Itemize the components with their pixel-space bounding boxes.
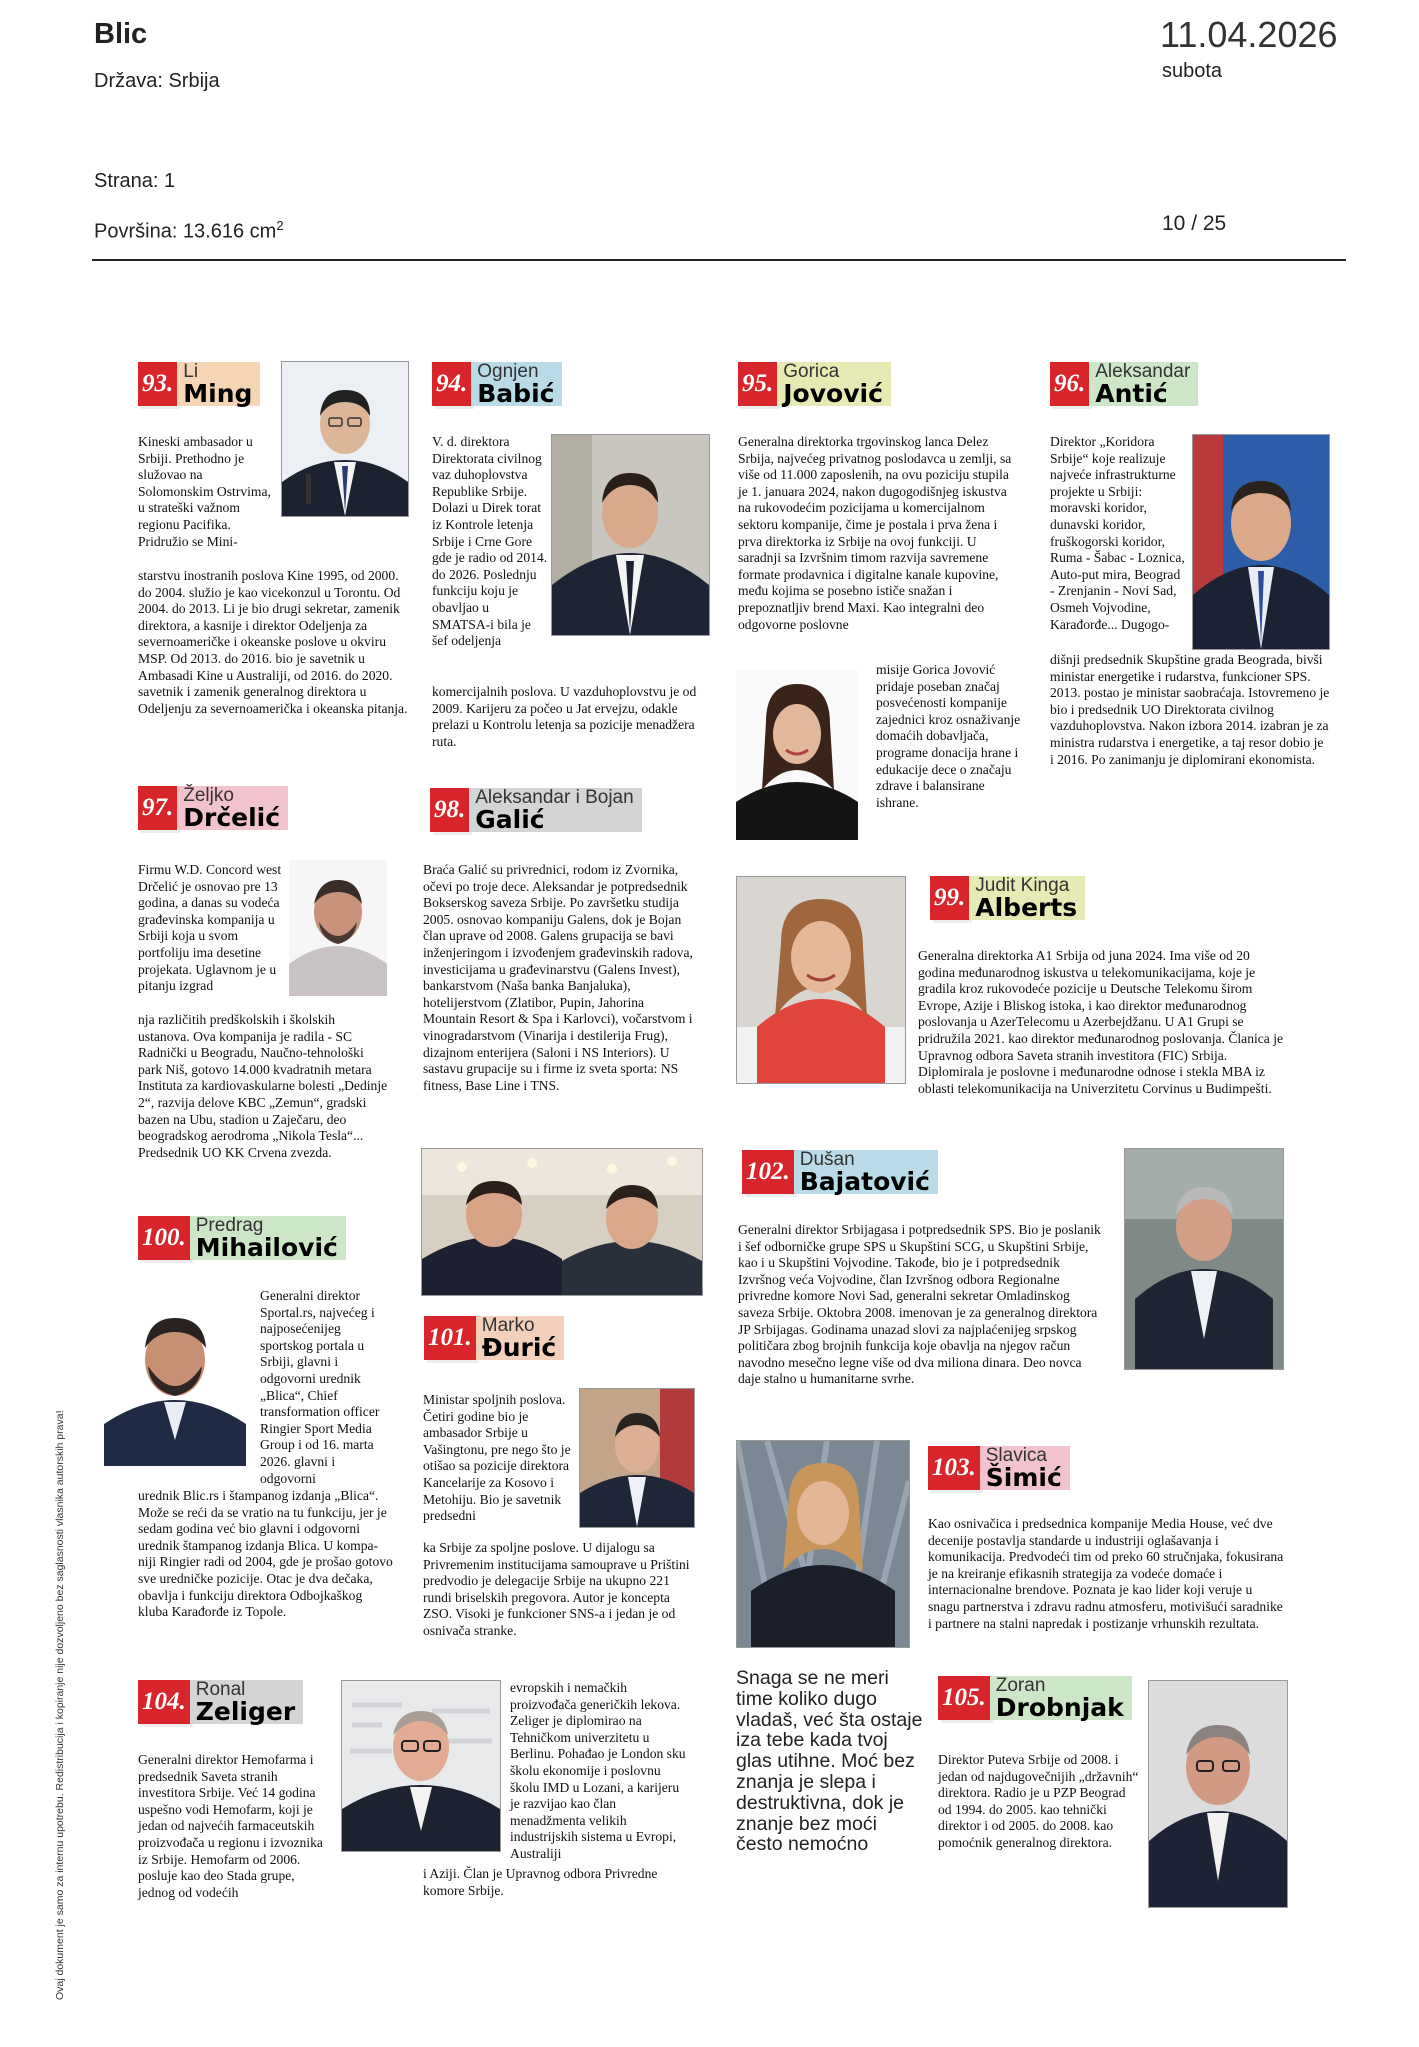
last-name: Šimić	[985, 1463, 1062, 1492]
last-name: Ming	[183, 379, 253, 408]
profile-104-heading	[138, 1680, 303, 1724]
last-name: Drobnjak	[995, 1693, 1124, 1722]
area-unit-exponent: 2	[276, 218, 284, 233]
profile-98-text: Braća Galić su privrednici, rodom iz Zvornika, očevi po troje dece. Aleksandar je potpredsednik Bokserskog saveza Srbije. Po završetku studija 2005. osnovao kompaniju Galens, dok je Bojan član uprave od 2008. Galens grupacija se bavi inženjeringom i izvođenjem građevinskih radova, investicijama u građevinarstvu (Galens Invest), bankarstvom (Naša banka Banjaluka), hotelijerstvom (Zlatibor, Pupin, Jahorina Mountain Resort & Spa i Karlovci), vočarstvom i vinogradarstvom (Vinarija i destilerija Frug), dizajnom enterijera (Saloni i NS Interiors). U sastavu grupacije su i firme iz sveta sporta: NS fitness, Base Line i TNS.	[423, 862, 693, 1093]
name-box	[190, 1680, 303, 1724]
profile-95-heading	[738, 362, 891, 406]
page-label: Strana: 1	[94, 170, 176, 192]
rank-badge: 100.	[138, 1216, 190, 1260]
profile-100-heading	[138, 1216, 346, 1260]
rank-badge: 96.	[1050, 362, 1089, 406]
profile-94-text-intro: V. d. direktora Direktorata civilnog vaz duhoplovstva Republike Srbije. Dolazi u Direk torat iz Kontrole letenja Srbije i Crne Gore gde je radio od 2014. do 2026. Poslednju funkciju koju je obavljao u SMATSA-i bila je šef odeljenja	[432, 434, 548, 649]
last-name: Zeliger	[195, 1697, 296, 1726]
first-name: Gorica	[783, 361, 840, 382]
name-box	[969, 876, 1085, 920]
rank-badge: 102.	[742, 1150, 794, 1194]
rank-badge: 94.	[432, 362, 471, 406]
profile-103-text: Kao osnivačica i predsednica kompanije Media House, već dve decenije postavlja standarde u industriji oglašavanja i komunikacija. Predvodeći tim od preko 60 stručnjaka, fokusirana je na kreiranje efikasnih strategija za vodeće domaće i internacionalne brendove. Poznata je kao lider koji veruje u snagu partnerstva i zdravu radnu atmosferu, motivišući saradnike i partnere na stalni napredak i postizanje vrhunskih rezultata.	[928, 1516, 1284, 1631]
first-name: Aleksandar i Bojan	[475, 787, 634, 808]
name-box	[980, 1446, 1070, 1490]
first-name: Željko	[183, 785, 234, 806]
profile-104-text-intro: Generalni direktor Hemofarma i predsednik Saveta stranih investitora Srbije. Već 14 godina uspešno vodi Hemofarm, koji je jedan od najvećih farmaceutskih proizvođača u regionu i izvoznika iz Srbije. Hemofarm od 2006. posluje kao deo Stada grupe, jednog od vodećih	[138, 1752, 323, 1900]
profile-101-text-intro: Ministar spoljnih poslova. Četiri godine bio je ambasador Srbije u Vašingtonu, pre nego što je otišao sa pozicije direktora Kancelarije za Kosovo i Metohiju. Bio je savetnik predsedni	[423, 1392, 571, 1524]
issue-day: subota	[1162, 60, 1223, 82]
rank-badge: 99.	[930, 876, 969, 920]
portrait-dusan-bajatovic	[1124, 1148, 1284, 1370]
profile-99-text: Generalna direktorka A1 Srbija od juna 2024. Ima više od 20 godina međunarodnog iskustva u telekomunikacijama, koje je gradila kroz rukovodeće pozicije u Deutsche Telekomu širom Evrope, Azije i Bliskog istoka, i kao direktor međunarodnog poslovanja u AzerTelecomu u Azerbejdžanu. U A1 Grupi se pridružila 2021. kao direktor međunarodnog poslovanja. Članica je Upravnog odbora Saveta stranih investitora (FIC) Srbija. Diplomirala je poslovne i međunarodne odnose i stekla MBA iz oblasti telekomunikacija na Univerzitetu Corvinus u Budimpešti.	[918, 948, 1284, 1096]
name-box	[177, 786, 288, 830]
name-box	[190, 1216, 346, 1260]
first-name: Slavica	[985, 1445, 1047, 1466]
rank-badge: 98.	[430, 788, 469, 832]
name-box	[1089, 362, 1198, 406]
profile-97-heading	[138, 786, 288, 830]
profile-103-heading	[928, 1446, 1070, 1490]
portrait-aleksandar-antic	[1192, 434, 1330, 650]
rank-badge: 101.	[424, 1316, 476, 1360]
profile-101-heading	[424, 1316, 564, 1360]
first-name: Zoran	[995, 1675, 1046, 1696]
area-label	[94, 218, 284, 244]
first-name: Ronal	[195, 1679, 246, 1700]
profile-95-text: Generalna direktorka trgovinskog lanca Delez Srbija, najvećeg privatnog poslodavca u zemlji, sa više od 11.000 zaposlenih, na ovu poziciju stupila je 1. januara 2024, nakon dugogodišnjeg iskustva na rukovodećim pozicijama u komercijalnom sektoru kompanije, čime je postala i prva žena i prva direktorka iz Srbije na ovoj funkciji. U saradnji sa Izvršnim timom razvija savremene formate prodavnica i digitalne kanale kupovine, među kojima se posebno ističe snažan i prepoznatljiv brend Maxi. Kao integralni deo odgovorne poslovne	[738, 434, 1012, 632]
first-name: Aleksandar	[1095, 361, 1191, 382]
profile-94-heading	[432, 362, 562, 406]
first-name: Judit Kinga	[975, 875, 1070, 896]
first-name: Predrag	[195, 1215, 264, 1236]
area-value: Površina: 13.616 cm	[94, 220, 277, 243]
profile-93-text: starstvu inostranih poslova Kine 1995, od 2000. do 2004. služio je kao vicekonzul u Torontu. Od 2004. do 2013. Li je bio drugi sekretar, zamenik direktora, a kasnije i direktor Odeljenja za severnoameričke i okeanske poslove u okviru MSP. Od 2013. do 2016. bio je savetnik u Ambasadi Kine u Australiji, od 2016. do 2020. savetnik i zamenik generalnog direktora u Odeljenju za severnoamerička i okeanska pitanja.	[138, 568, 408, 716]
header-divider	[92, 259, 1346, 261]
profile-94-text: komercijalnih poslova. U vazduhoplovstvu je od 2009. Karijeru za počeo u Jat ervejzu, odakle prelazi u Kontrolu letenja sa pozicije menadžera ruta.	[432, 684, 697, 749]
portrait-gorica-jovovic	[736, 670, 858, 840]
profile-105-text: Direktor Puteva Srbije od 2008. i jedan od najdugovečnijih „državnih“ direktora. Radio je u PZP Beograd od 1994. do 2005. kao tehnički direktor i od 2005. do 2008. kao pomoćnik generalnog direktora.	[938, 1752, 1139, 1850]
rank-badge: 104.	[138, 1680, 190, 1724]
portrait-slavica-simic	[736, 1440, 910, 1648]
last-name: Babić	[477, 379, 555, 408]
publication-name: Blic	[94, 18, 148, 50]
profile-100-text: urednik Blic.rs i štampanog izdanja „Blica“. Može se reći da se vratio na tu funkciju, jer je sedam godina već bio glavni i odgovorni urednik štampanog izdanja Blica. U kompa-niji Ringier radi od 2004, gde je prošao gotovo sve uredničke pozicije. Otac je dva dečaka, obavlja i funkciju direktora Odbojkaškog kluba Karađorđe iz Topole.	[138, 1488, 393, 1620]
name-box	[794, 1150, 938, 1194]
last-name: Alberts	[975, 893, 1078, 922]
profile-104-text-end: i Aziji. Član je Upravnog odbora Privredne komore Srbije.	[423, 1866, 658, 1898]
portrait-judit-kinga-alberts	[736, 876, 906, 1084]
country-label: Država: Srbija	[94, 70, 220, 92]
name-box	[469, 788, 641, 832]
profile-98-heading	[430, 788, 642, 832]
side-copyright-notice: Ovaj dokument je samo za internu upotrebu. Redistribucija i kopiranje nije dozvoljeno bez saglasnosti vlasnika autorskih prava!	[54, 1410, 66, 2000]
profile-104-text: evropskih i nemačkih proizvođača generičkih lekova. Zeliger je diplomirao na Tehničkom univerzitetu u Berlinu. Pohađao je London sku školu ekonomije i poslovnu školu IMD u Lozani, a karijeru je razvijao kao član menadžmenta velikih industrijskih sistema u Evropi, Australiji	[510, 1680, 686, 1861]
name-box	[471, 362, 562, 406]
photo-aleksandar-bojan-galic	[421, 1148, 703, 1296]
first-name: Marko	[481, 1315, 535, 1336]
first-name: Li	[183, 361, 199, 382]
rank-badge: 93.	[138, 362, 177, 406]
portrait-zoran-drobnjak	[1148, 1680, 1288, 1908]
portrait-li-ming	[281, 361, 409, 517]
portrait-ognjen-babic	[551, 434, 710, 636]
profile-101-text: ka Srbije za spoljne poslove. U dijalogu sa Privremenim institucijama samouprave u Prištini predvodio je delegacije Srbije na ukupno 221 rundi briselskih pregovora. Autor je koncepta ZSO. Visoki je funkcioner SNS-a i jedan je od osnivača stranke.	[423, 1540, 690, 1638]
profile-97-text-intro: Firmu W.D. Concord west Drčelić je osnovao pre 13 godina, a danas su vodeća građevinska kompanija u Srbiji koja u svom portfoliju ima desetine projekata. Uglavnom je u pitanju izgrad	[138, 862, 282, 994]
profile-105-heading	[938, 1676, 1132, 1720]
rank-badge: 97.	[138, 786, 177, 830]
rank-badge: 105.	[938, 1676, 990, 1720]
name-box	[777, 362, 891, 406]
page-count: 10 / 25	[1162, 212, 1227, 235]
first-name: Dušan	[799, 1149, 855, 1170]
pull-quote: Snaga se ne meri time koliko dugo vladaš, već šta ostaje iza tebe kada tvoj glas utihne. Moć bez znanja je slepa i destruktivna, dok je znanje bez moći često nemoćno	[736, 1667, 923, 1856]
profile-93-text-intro: Kineski ambasador u Srbiji. Prethodno je služovao na Solomonskim Ostrvima, u strateški važnom regionu Pacifika. Pridružio se Mini-	[138, 434, 271, 549]
profile-96-text-intro: Direktor „Koridora Srbije“ koje realizuje najveće infrastrukturne projekte u Srbiji: moravski koridor, dunavski koridor, fruškogorski koridor, Ruma - Šabac - Loznica, Auto-put mira, Beograd - Zrenjanin - Novi Sad, Osmeh Vojvodine, Karađorđe... Dugogo-	[1050, 434, 1185, 632]
profile-93-heading	[138, 362, 260, 406]
profile-97-text: nja različitih predškolskih i školskih ustanova. Ova kompanija je radila - SC Radnički u Beogradu, Naučno-tehnološki park Niš, gotovo 14.000 kvadratnih metara Instituta za kardiovaskularne bolesti „Dedinje 2“, razvija delove KBC „Zemun“, gradski bazen na Ubu, stadion u Zaječaru, deo beogradskog aerodroma „Nikola Tesla“... Predsednik UO KK Crvena zvezda.	[138, 1012, 388, 1160]
profile-96-heading	[1050, 362, 1198, 406]
name-box	[177, 362, 260, 406]
first-name: Ognjen	[477, 361, 539, 382]
issue-date: 11.04.2026	[1160, 14, 1338, 55]
portrait-predrag-mihailovic	[104, 1290, 246, 1466]
last-name: Mihailović	[195, 1233, 338, 1262]
portrait-zeljko-drcelic	[289, 860, 387, 996]
last-name: Antić	[1095, 379, 1168, 408]
last-name: Đurić	[481, 1333, 557, 1362]
name-box	[990, 1676, 1132, 1720]
portrait-ronal-zeliger	[341, 1680, 501, 1852]
profile-99-heading	[930, 876, 1085, 920]
last-name: Jovović	[783, 379, 883, 408]
rank-badge: 103.	[928, 1446, 980, 1490]
portrait-marko-djuric	[579, 1388, 695, 1528]
profile-95-text-cont: misije Gorica Jovović pridaje poseban značaj posvećenosti kompanije zajednici kroz osnaživanje domaćih dobavljača, programe donacija hrane i edukacije dece o značaju zdrave i balansirane ishrane.	[876, 662, 1021, 810]
last-name: Drčelić	[183, 803, 281, 832]
profile-100-text-intro: Generalni direktor Sportal.rs, najvećeg i najposećenijeg sportskog portala u Srbiji, glavni i odgovorni urednik „Blica“, Chief transformation officer Ringier Sport Media Group i od 16. marta 2026. glavni i odgovorni	[260, 1288, 380, 1486]
name-box	[476, 1316, 564, 1360]
profile-96-text: dišnji predsednik Skupštine grada Beograda, bivši ministar energetike i rudarstva, funkcioner SPS. 2013. postao je ministar saobraćaja. Istovremeno je bio i predsednik UO Direktorata civilnog vazduhoplovstva. Nakon izbora 2014. izabran je za ministra rudarstva i energetike, a taj resor dobio je i 2016. Po zanimanju je diplomirani ekonomista.	[1050, 652, 1330, 767]
last-name: Galić	[475, 805, 545, 834]
rank-badge: 95.	[738, 362, 777, 406]
profile-102-heading	[742, 1150, 938, 1194]
profile-102-text: Generalni direktor Srbijagasa i potpredsednik SPS. Bio je poslanik i šef odborničke grupe SPS u Skupštini SCG, u Skupštini Srbije, kao i u Skupštini Vojvodine. Takođe, bio je i potpredsednik Izvršnog veća Vojvodine, član Izvršnog odbora Regionalne privredne komore Novi Sad, generalni sekretar Omladinskog saveza Srbije. Oktobra 2008. imenovan je za generalnog direktora JP Srbijagas. Godinama unazad slovi za najplaćenijeg srpskog političara zbog brojnih funkcija koje obavlja na njegov račun navodno mesečno legne više od dva miliona dinara. Deo novca daje stalno u humanitarne svrhe.	[738, 1222, 1101, 1387]
last-name: Bajatović	[799, 1167, 930, 1196]
